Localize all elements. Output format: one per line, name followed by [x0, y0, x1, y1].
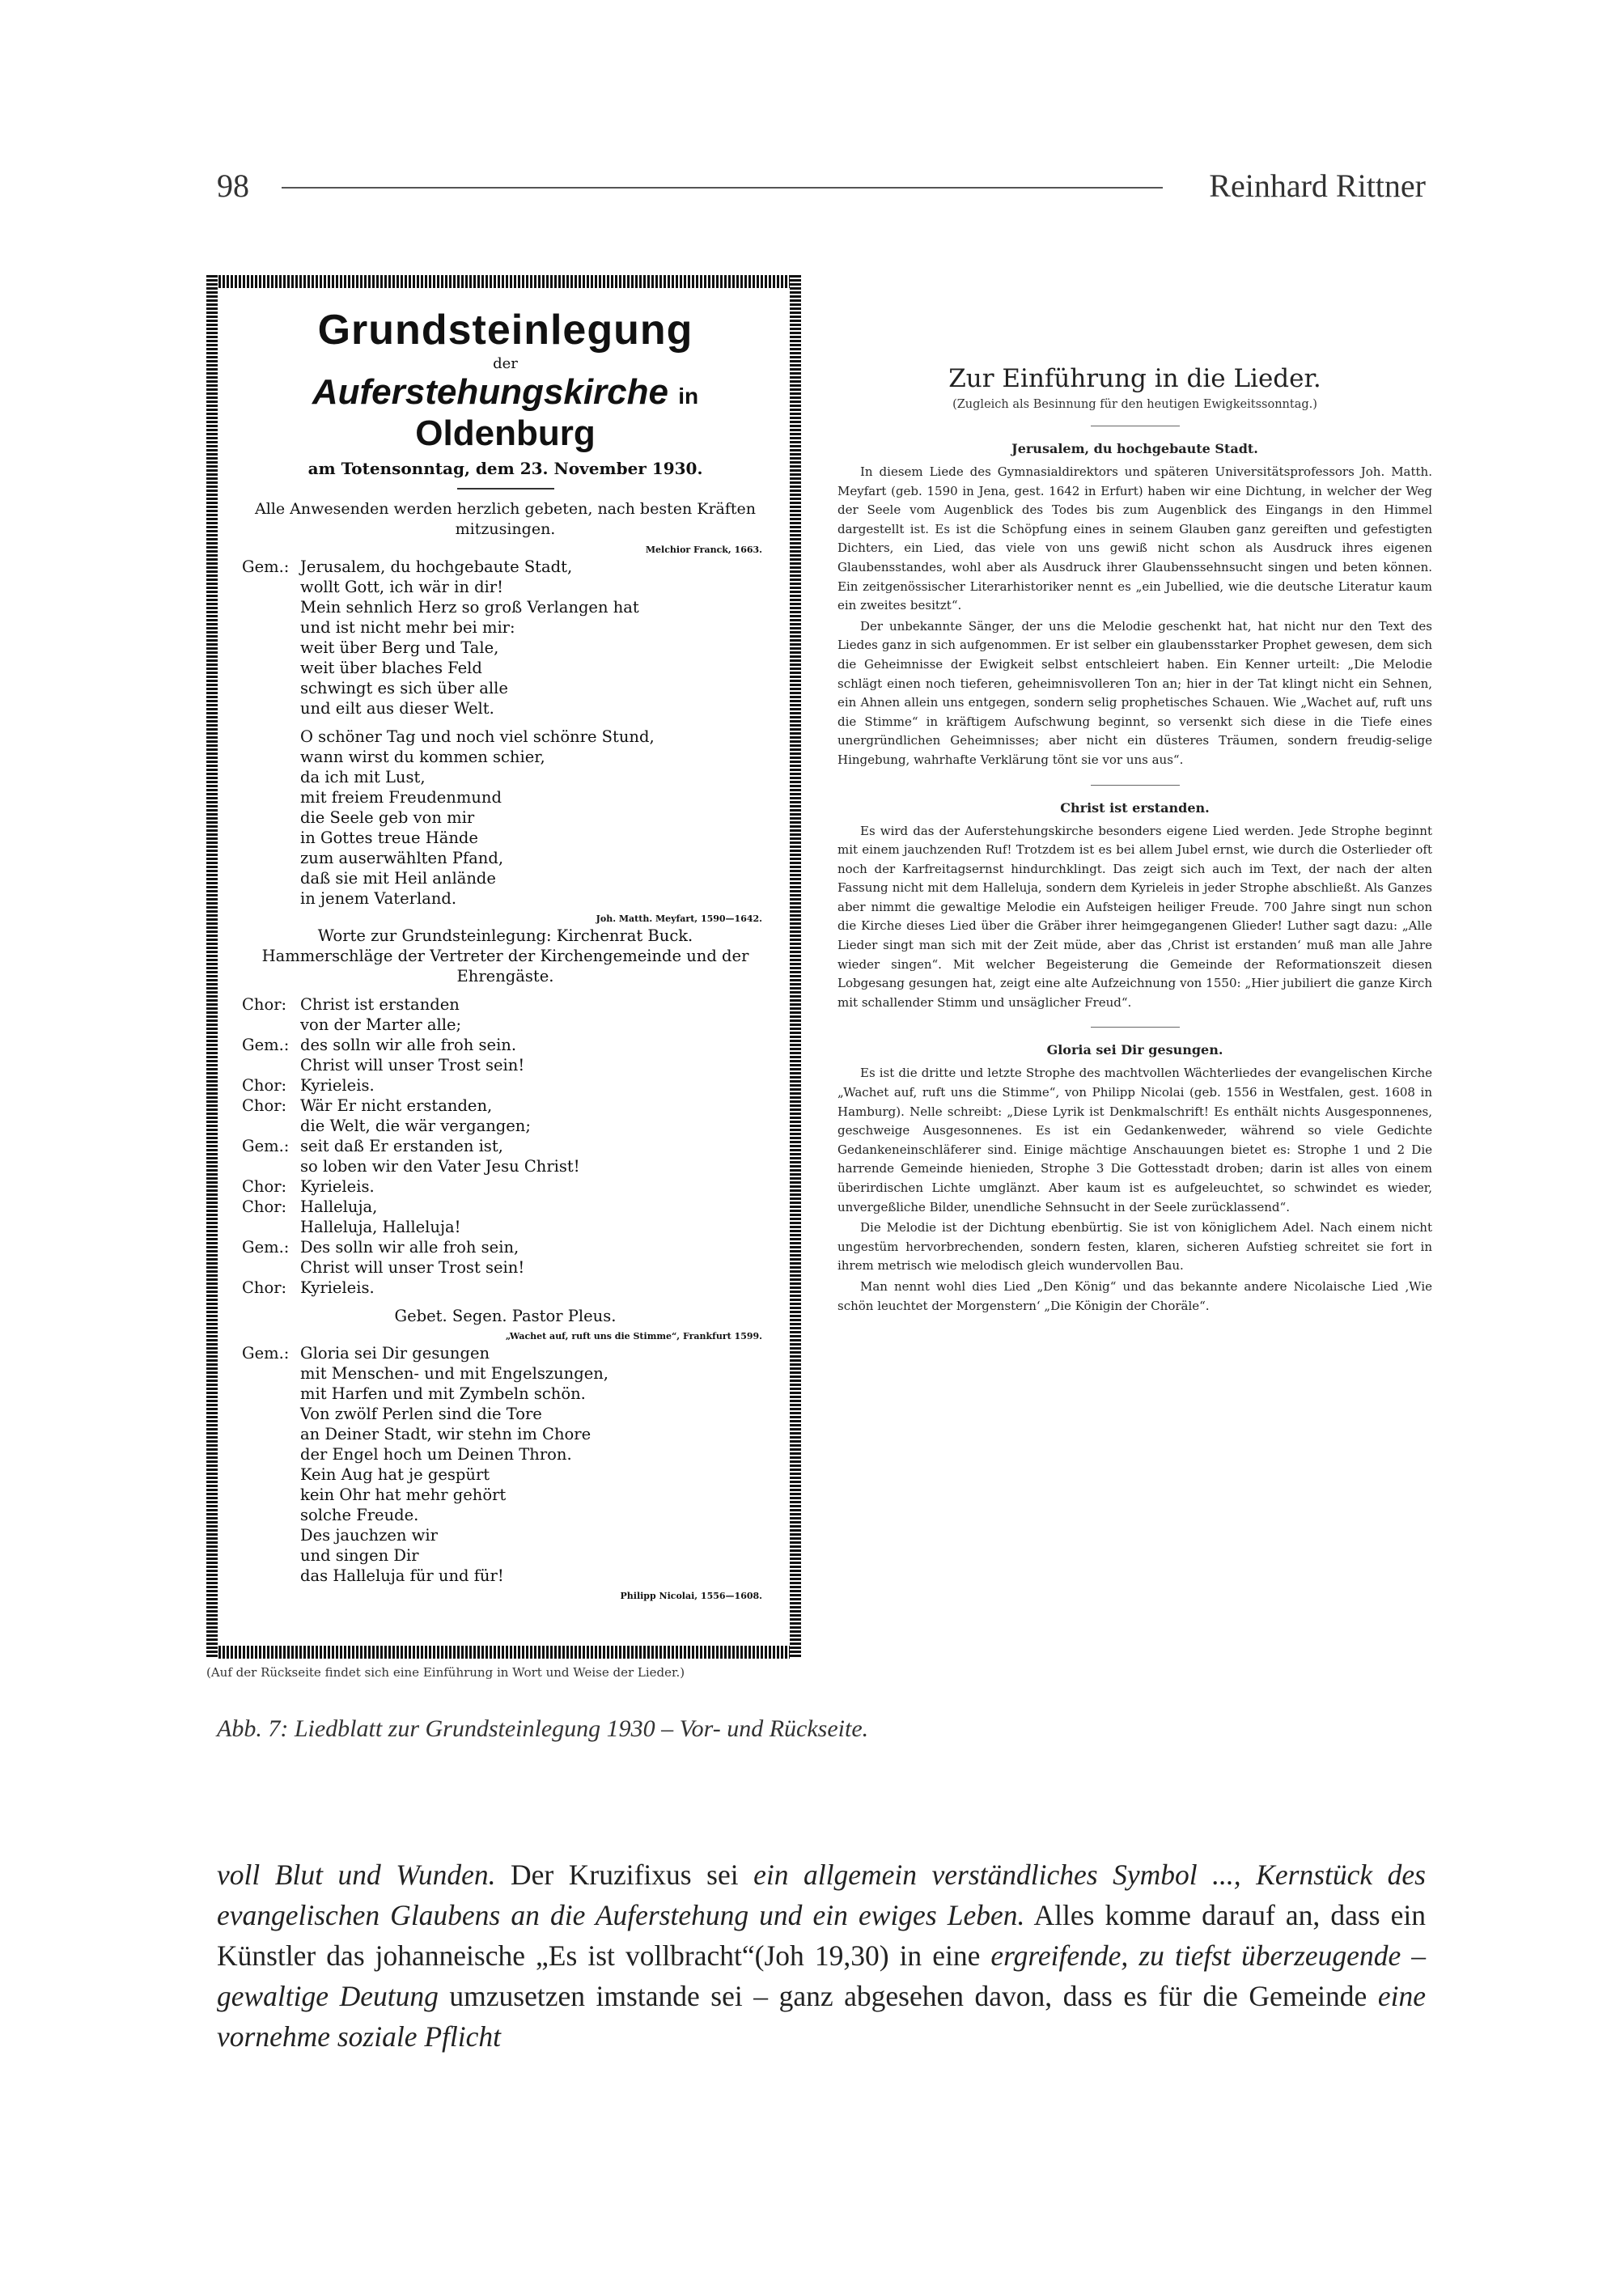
verse-text: Halleluja, Halleluja! [300, 1217, 461, 1236]
verse-text: zum auserwählten Pfand, [300, 848, 504, 867]
verse-speaker: Gem.: [242, 557, 290, 576]
verse-speaker [242, 828, 300, 848]
figure-caption: Abb. 7: Liedblatt zur Grundsteinlegung 1930 – Vor- und Rückseite. [217, 1715, 869, 1742]
verse-speaker [242, 787, 300, 807]
verse-text: die Seele geb von mir [300, 807, 475, 827]
verse-text: Des solln wir alle froh sein, [300, 1237, 519, 1257]
verse-line [242, 888, 769, 909]
verse-speaker [242, 678, 300, 698]
verse-line [242, 747, 769, 767]
section-heading: Gloria sei Dir gesungen. [1046, 1042, 1223, 1058]
section-paragraph: Der unbekannte Sänger, der uns die Melodie geschenkt hat, hat nicht nur den Text des Liedes ganz in sich aufgenommen. Er ist selber ein glaubensstarker Prophet gewesen, dem sich die Geheimnisse der Ewigkeit selbst entschleiert haben. Ein Kenner urteilt: „Die Melodie schlägt einen noch tieferen, geheimnisvolleren Ton an; hier in der Tat klingt nicht ein Sehnen, ein Ahnen allein uns entgegen, sondern selig prophetisches Schauen. Wie „Wachet auf, ruft uns die Stimme“ in kräftigem Aufschwung beginnt, so versenkt sich diese in die Tiefe eines unergründlichen Geheimnisses; aber nicht ein düsteres Träumen, sondern freudig-selige Hingebung, wahrhafte Verklärung tönt sie vor uns aus“. [837, 618, 1432, 767]
section-paragraph: Es wird das der Auferstehungskirche besonders eigene Lied werden. Jede Strophe beginnt mit einem jauchzenden Ruf! Trotzdem ist es bei allem Jubel ernst, wie durch die Osterlieder oft noch der Karfreitagsernst hindurchklingt. Das zeigt sich auch im Text, der nach der alten Fassung nicht mit dem Halleluja, sondern dem Kyrieleis in jeder Strophe abschließt. Als Ganzes aber nimmt die gewaltige Melodie ein Aufsteigen heiliger Freude. 700 Jahre singt nun schon die Kirche dieses Lied über die Gräber ihrer heimgegangenen Glieder! Luther sagt dazu: „Alle Lieder singt man sich mit der Zeit müde, aber das ‚Christ ist erstanden‘ muß man alle Jahre wieder singen“. Mit welcher Begeisterung die Gemeinde der Reformationszeit diesen Lobgesang gesungen hat, zeigt eine alte Aufzeichnung von 1550: „Hier jubiliert die ganze Kirch mit schallender Stimm und unsäglicher Freud“. [837, 823, 1432, 1010]
verse-text: Jerusalem, du hochgebaute Stadt, [300, 557, 573, 576]
body-span-2: Der Kruzifixus sei [495, 1859, 754, 1891]
sheet-church-in: in [678, 384, 699, 409]
verse-line [242, 617, 769, 638]
verse-speaker [242, 1404, 300, 1424]
back-title: Zur Einführung in die Lieder. [948, 364, 1321, 393]
verse-line [242, 1096, 769, 1116]
sheet-der: der [493, 355, 518, 373]
verse-text: so loben wir den Vater Jesu Christ! [300, 1156, 580, 1176]
decorative-border-bottom [206, 1646, 801, 1659]
sheet-stanza-1 [242, 557, 769, 718]
verse-text: Kyrieleis. [300, 1075, 375, 1095]
verse-text: mit freiem Freudenmund [300, 787, 502, 807]
body-paragraph [217, 1854, 1426, 2057]
verse-speaker [242, 1055, 300, 1075]
verse-text: Christ ist erstanden [300, 994, 460, 1014]
verse-line [242, 1075, 769, 1096]
verse-text: und eilt aus dieser Welt. [300, 698, 494, 718]
verse-speaker [242, 1525, 300, 1545]
section-heading: Christ ist erstanden. [1060, 799, 1210, 816]
verse-line [242, 1404, 769, 1424]
verse-speaker [242, 1424, 300, 1444]
body-span-5: ergreifende, zu tiefst überzeugende – gewaltige Deutung [217, 1939, 1426, 2012]
verse-line [242, 767, 769, 787]
body-span-1: voll Blut und Wunden. [217, 1859, 496, 1891]
verse-line [242, 994, 769, 1015]
verse-line [242, 828, 769, 848]
figure-hymn-sheet [206, 275, 1432, 1683]
sheet-prayer: Gebet. Segen. Pastor Pleus. [394, 1306, 617, 1325]
verse-line [242, 597, 769, 617]
verse-line [242, 1035, 769, 1055]
sheet-church-city: Oldenburg [415, 413, 596, 453]
verse-line [242, 1055, 769, 1075]
verse-speaker [242, 1363, 300, 1384]
verse-text: und singen Dir [300, 1545, 419, 1565]
verse-line [242, 807, 769, 828]
back-sections [837, 441, 1432, 1316]
sheet-title: Grundsteinlegung [317, 307, 693, 354]
decorative-border-right [790, 275, 801, 1659]
verse-line [242, 1156, 769, 1176]
verse-line [242, 1197, 769, 1217]
verse-speaker [242, 617, 300, 638]
verse-line [242, 727, 769, 747]
verse-speaker [242, 698, 300, 718]
verse-speaker [242, 1015, 300, 1035]
verse-text: seit daß Er erstanden ist, [300, 1136, 503, 1155]
verse-line [242, 1566, 769, 1586]
verse-speaker [242, 1505, 300, 1525]
verse-text: Wär Er nicht erstanden, [300, 1096, 493, 1115]
verse-text: und ist nicht mehr bei mir: [300, 617, 515, 637]
verse-text: weit über blaches Feld [300, 658, 482, 677]
verse-speaker [242, 638, 300, 658]
verse-speaker [242, 1116, 300, 1136]
back-subtitle: (Zugleich als Besinnung für den heutigen Ewigkeitssonntag.) [952, 398, 1317, 411]
verse-text: in Gottes treue Hände [300, 828, 478, 847]
decorative-border-left [206, 275, 218, 1659]
hymn-sheet-back [837, 364, 1432, 1317]
verse-text: die Welt, die wär vergangen; [300, 1116, 531, 1135]
verse-line [242, 1116, 769, 1136]
section-heading: Jerusalem, du hochgebaute Stadt. [1011, 441, 1258, 456]
verse-line [242, 577, 769, 597]
verse-speaker [242, 767, 300, 787]
verse-text: schwingt es sich über alle [300, 678, 508, 697]
section-divider [1091, 785, 1180, 786]
verse-text: wollt Gott, ich wär in dir! [300, 577, 503, 596]
verse-line [242, 1257, 769, 1278]
verse-text: wann wirst du kommen schier, [300, 747, 545, 766]
verse-line [242, 658, 769, 678]
verse-line [242, 1444, 769, 1464]
hymn-sheet-front [206, 275, 801, 1659]
page-number: 98 [217, 167, 249, 204]
verse-text: O schöner Tag und noch viel schönre Stund, [300, 727, 655, 746]
verse-text: Kein Aug hat je gespürt [300, 1464, 490, 1484]
verse-line [242, 1278, 769, 1298]
verse-text: Des jauchzen wir [300, 1525, 438, 1545]
verse-text: da ich mit Lust, [300, 767, 426, 786]
verse-text: kein Ohr hat mehr gehört [300, 1485, 507, 1504]
verse-speaker: Gem.: [242, 1035, 290, 1054]
verse-speaker [242, 1485, 300, 1505]
verse-speaker [242, 1384, 300, 1404]
verse-speaker [242, 577, 300, 597]
verse-text: solche Freude. [300, 1505, 419, 1524]
sheet-credit-nicolai: Philipp Nicolai, 1556—1608. [620, 1590, 762, 1601]
sheet-dialogue-1 [242, 994, 769, 1298]
sheet-credit-meyfart: Joh. Matth. Meyfart, 1590—1642. [596, 913, 762, 924]
section-paragraph: Es ist die dritte und letzte Strophe des machtvollen Wächterliedes der evangelischen Kirche „Wachet auf, ruft uns die Stimme“, von Philipp Nicolai (geb. 1556 in Westfalen, gest. 1608 in Hamburg). Nelle schreibt: „Diese Lyrik ist Denkmalschrift! Es enthält nichts Ausgesponnenes, geschweige Ausgesonnenes. Es ist ein Gedankenweder, während so viele Gedichte Gedankeneinschläferer sind. Einige mächtige Anschauungen bietet es: Strophe 1 und 2 Die harrende Gemeinde hienieden, Strophe 3 Die Gottesstadt droben; darin ist alles von einem überirdischen Lichte umglänzt. Aber kaum ist es aufgeleuchtet, so schwindet es wieder, unvergeßliche Bilder, unendliche Sehnsucht in der Seele zurücklassend“. [837, 1066, 1432, 1214]
section-paragraph: Die Melodie ist der Dichtung ebenbürtig. Sie ist von königlichem Adel. Nach einem nicht ungestüm hervorbrechenden, sondern festen, klaren, sicheren Aufstieg schreitet sie fort in ihrem metrisch wie melodisch gleich wundervollen Bau. [837, 1220, 1432, 1274]
verse-speaker [242, 727, 300, 747]
verse-text: mit Harfen und mit Zymbeln schön. [300, 1384, 586, 1403]
verse-line [242, 848, 769, 868]
verse-line [242, 1136, 769, 1156]
sheet-church-name: Auferstehungskirche [312, 372, 668, 413]
verse-line [242, 1384, 769, 1404]
verse-line [242, 868, 769, 888]
verse-speaker [242, 807, 300, 828]
hymn-sheet-content [242, 307, 769, 1634]
decorative-border-top [206, 275, 801, 288]
verse-text: Halleluja, [300, 1197, 378, 1216]
verse-line [242, 1545, 769, 1566]
body-span-6: umzusetzen imstande sei – ganz abgesehen davon, dass es für die Gemeinde [438, 1980, 1378, 2012]
verse-text: an Deiner Stadt, wir stehn im Chore [300, 1424, 592, 1443]
verse-line [242, 1525, 769, 1545]
verse-line [242, 787, 769, 807]
verse-text: Gloria sei Dir gesungen [300, 1343, 490, 1363]
section-paragraph: In diesem Liede des Gymnasialdirektors und späteren Universitätsprofessors Joh. Matth. Meyfart (geb. 1590 in Jena, gest. 1642 in Erfurt) haben wir eine Dichtung, in welcher der Weg der Seele vom Augenblick des Todes bis zum Augenblick des Eingangs in den Himmel dargestellt ist. Es ist die Schöpfung eines in seinem Glauben ganz gereiften und gefestigten Dichters, ein Lied, das viele von uns gewiß nicht schon als Ausdruck ihres eigenen Glaubensstandes, wohl aber als Ausdruck ihrer Glaubenssehnsucht singen und beten können. Ein zeitgenössischer Literarhistoriker nennt es „ein Jubellied, wie die deutsche Literatur kaum ein zweites besitzt“. [837, 464, 1432, 613]
verse-speaker: Chor: [242, 1278, 287, 1297]
verse-line [242, 638, 769, 658]
verse-speaker [242, 1566, 300, 1586]
sheet-credit-wachet: „Wachet auf, ruft uns die Stimme“, Frankfurt 1599. [505, 1330, 762, 1341]
header-rule [282, 187, 1163, 189]
sheet-date: am Totensonntag, dem 23. November 1930. [307, 459, 703, 479]
body-span-4: Alles komme darauf an, dass ein Künstler das johanneische „Es ist vollbracht“(Joh 19,30) in eine [217, 1899, 1426, 1972]
verse-line [242, 1176, 769, 1197]
body-span-3: ein allgemein verständliches Symbol ..., Kernstück des evangelischen Glaubens an die Auferstehung und ein ewiges Leben. [217, 1859, 1426, 1931]
sheet-words: Worte zur Grundsteinlegung: Kirchenrat Buck. [317, 926, 693, 945]
verse-text: das Halleluja für und für! [300, 1566, 504, 1585]
verse-line [242, 1363, 769, 1384]
verse-text: Mein sehnlich Herz so groß Verlangen hat [300, 597, 639, 617]
sheet-dialogue-2 [242, 1343, 769, 1586]
verse-text: daß sie mit Heil anlände [300, 868, 496, 888]
verse-speaker [242, 888, 300, 909]
verse-text: des solln wir alle froh sein. [300, 1035, 517, 1054]
verse-text: Von zwölf Perlen sind die Tore [300, 1404, 542, 1423]
verse-speaker [242, 868, 300, 888]
verse-speaker [242, 1444, 300, 1464]
verse-text: in jenem Vaterland. [300, 888, 457, 908]
verse-text: Kyrieleis. [300, 1176, 375, 1196]
section-divider [1091, 1027, 1180, 1028]
sheet-divider [457, 488, 554, 490]
verse-text: Christ will unser Trost sein! [300, 1257, 525, 1277]
sheet-church [242, 372, 769, 454]
verse-line [242, 1237, 769, 1257]
verse-speaker: Gem.: [242, 1136, 290, 1155]
verse-text: mit Menschen- und mit Engelszungen, [300, 1363, 608, 1383]
verse-text: weit über Berg und Tale, [300, 638, 499, 657]
verse-text: Christ will unser Trost sein! [300, 1055, 525, 1074]
verse-speaker [242, 1217, 300, 1237]
sheet-stanza-2 [242, 727, 769, 909]
verse-line [242, 1505, 769, 1525]
verse-speaker [242, 848, 300, 868]
sheet-hammer: Hammerschläge der Vertreter der Kirchengemeinde und der Ehrengäste. [261, 946, 749, 985]
verse-line [242, 1424, 769, 1444]
verse-speaker: Chor: [242, 1176, 287, 1196]
verse-speaker [242, 747, 300, 767]
verse-line [242, 1485, 769, 1505]
verse-line [242, 557, 769, 577]
verse-speaker [242, 1545, 300, 1566]
verse-line [242, 678, 769, 698]
verse-speaker: Chor: [242, 1096, 287, 1115]
verse-text: der Engel hoch um Deinen Thron. [300, 1444, 572, 1464]
verse-speaker [242, 597, 300, 617]
running-head [217, 167, 1426, 207]
sheet-footnote: (Auf der Rückseite findet sich eine Einführung in Wort und Weise der Lieder.) [206, 1665, 685, 1680]
verse-text: von der Marter alle; [300, 1015, 462, 1034]
verse-speaker [242, 1464, 300, 1485]
verse-speaker: Gem.: [242, 1343, 290, 1363]
verse-speaker [242, 658, 300, 678]
verse-speaker [242, 1156, 300, 1176]
verse-speaker: Chor: [242, 994, 287, 1014]
verse-line [242, 698, 769, 718]
verse-line [242, 1464, 769, 1485]
sheet-intro: Alle Anwesenden werden herzlich gebeten, nach besten Kräften mitzusingen. [254, 500, 756, 539]
verse-speaker: Chor: [242, 1197, 287, 1216]
verse-text: Kyrieleis. [300, 1278, 375, 1297]
verse-speaker: Gem.: [242, 1237, 290, 1257]
verse-speaker [242, 1257, 300, 1278]
verse-line [242, 1015, 769, 1035]
verse-speaker: Chor: [242, 1075, 287, 1095]
section-paragraph: Man nennt wohl dies Lied „Den König“ und das bekannte andere Nicolaische Lied ‚Wie schön leuchtet der Morgenstern‘ „Die Königin der Choräle“. [837, 1278, 1432, 1313]
verse-line [242, 1217, 769, 1237]
body-span-7: eine vornehme soziale Pflicht [217, 1980, 1427, 2053]
verse-line [242, 1343, 769, 1363]
sheet-credit-franck: Melchior Franck, 1663. [645, 544, 762, 555]
running-head-author: Reinhard Rittner [1209, 167, 1426, 204]
